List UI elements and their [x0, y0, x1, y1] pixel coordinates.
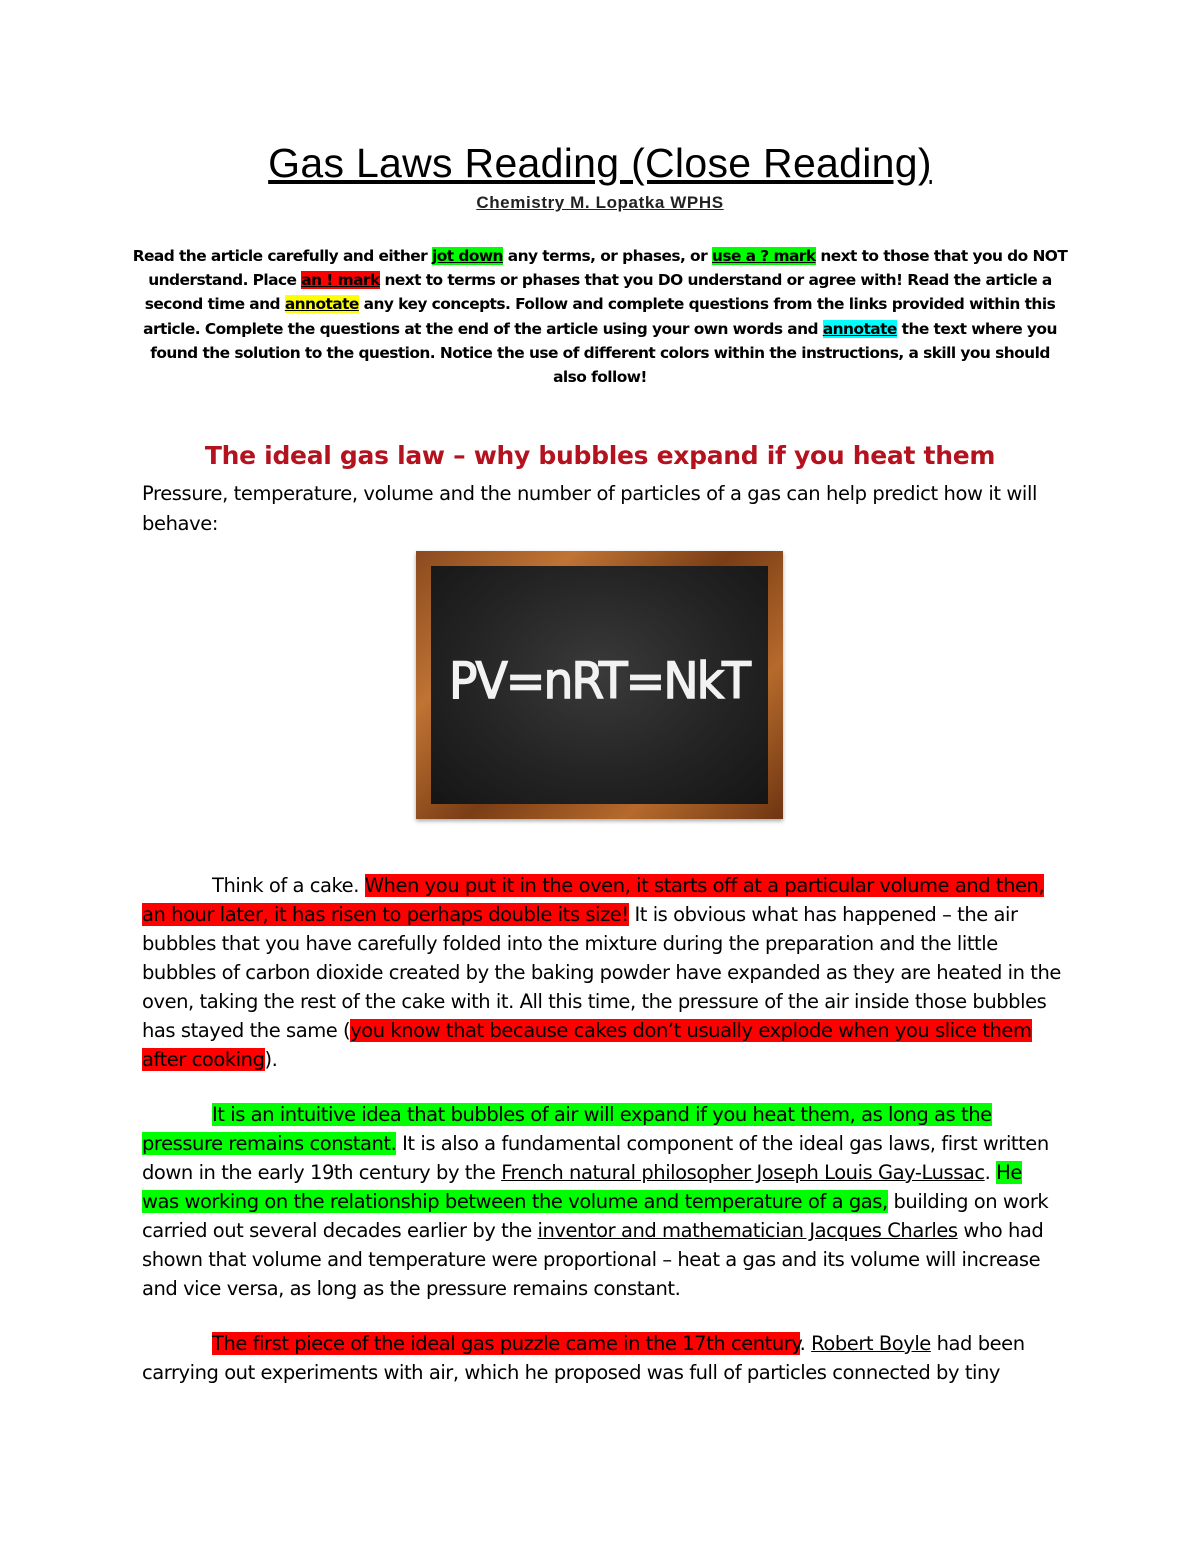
paragraph-text: It is obvious what has happened – the air bubbles that you have carefully folded into the mixture during the preparation and the little bubbles of carbon dioxide created by the baking powder have expanded as they are heated in the oven, taking the rest of the cake with it. All this time, the pressure of the air inside those bubbles has stayed the same ( [142, 903, 1061, 1042]
instructions-paragraph [132, 244, 1068, 389]
chalk-formula-text: PV=nRT=NkT [449, 652, 752, 710]
chalk-formula-graphic [431, 566, 768, 804]
instructions-text: next to terms or phases that you DO understand or agree with! Read the article a second time and [144, 271, 1052, 314]
paragraph-text: It is also a fundamental component of the ideal gas laws, first written down in the early 19th century by the [142, 1132, 1049, 1184]
instructions-text: any terms, or phases, or [502, 247, 712, 265]
highlight-green: It is an intuitive idea that bubbles of air will expand if you heat them, as long as the pressure remains constant. [142, 1103, 992, 1155]
link-jacques-charles[interactable]: inventor and mathematician Jacques Charles [537, 1219, 958, 1242]
highlight-red: you know that because cakes don’t usually explode when you slice them after cooking [142, 1019, 1032, 1071]
paragraph-text: who had shown that volume and temperature were proportional – heat a gas and its volume will increase and vice versa, as long as the pressure remains constant. [142, 1219, 1044, 1300]
instructions-text: the text where you found the solution to the question. Notice the use of different colors within the instructions, a skill you should also follow! [150, 319, 1057, 387]
paragraph-text: had been carrying out experiments with air, which he proposed was full of particles connected by tiny [142, 1332, 1025, 1384]
highlight-use-mark: use a ? mark [711, 247, 816, 265]
chalkboard-surface [431, 566, 768, 804]
link-robert-boyle[interactable]: Robert Boyle [811, 1332, 931, 1355]
page-title: Gas Laws Reading (Close Reading) [268, 140, 932, 186]
highlight-green: He was working on the relationship between the volume and temperature of a gas, [142, 1161, 1022, 1213]
highlight-red: The first piece of the ideal gas puzzle came in the 17th century [212, 1332, 800, 1355]
paragraph-text: . [799, 1332, 812, 1355]
article-heading: The ideal gas law – why bubbles expand if you heat them [204, 441, 996, 470]
article-paragraph-3 [142, 1329, 1062, 1387]
page-subtitle: Chemistry M. Lopatka WPHS [476, 193, 724, 212]
highlight-red: When you put it in the oven, it starts off at a particular volume and then, an hour later, it has risen to perhaps double its size! [142, 874, 1045, 926]
highlight-an-mark: an ! mark [301, 271, 380, 290]
article-lead: Pressure, temperature, volume and the number of particles of a gas can help predict how it will behave: [142, 482, 1037, 535]
highlight-annotate-cyan: annotate [822, 319, 897, 338]
instructions-text: any key concepts. Follow and complete questions from the links provided within this article. Complete the questions at the end of the article using your own words and [143, 295, 1056, 338]
article-paragraph-1 [142, 871, 1062, 1074]
paragraph-text: ). [264, 1048, 278, 1071]
paragraph-text: Think of a cake. [212, 874, 365, 897]
instructions-text: next to those that you do NOT understand. Place [148, 247, 1068, 290]
highlight-annotate-yellow: annotate [284, 295, 359, 314]
instructions-text: Read the article carefully and either [132, 247, 433, 265]
highlight-jot-down: jot down [432, 247, 503, 265]
article-paragraph-2 [142, 1100, 1062, 1303]
paragraph-text: building on work carried out several decades earlier by the [142, 1190, 1049, 1242]
paragraph-text: . [984, 1161, 997, 1184]
link-gay-lussac[interactable]: French natural philosopher Joseph Louis Gay-Lussac [501, 1161, 985, 1184]
chalkboard-image [416, 551, 783, 819]
